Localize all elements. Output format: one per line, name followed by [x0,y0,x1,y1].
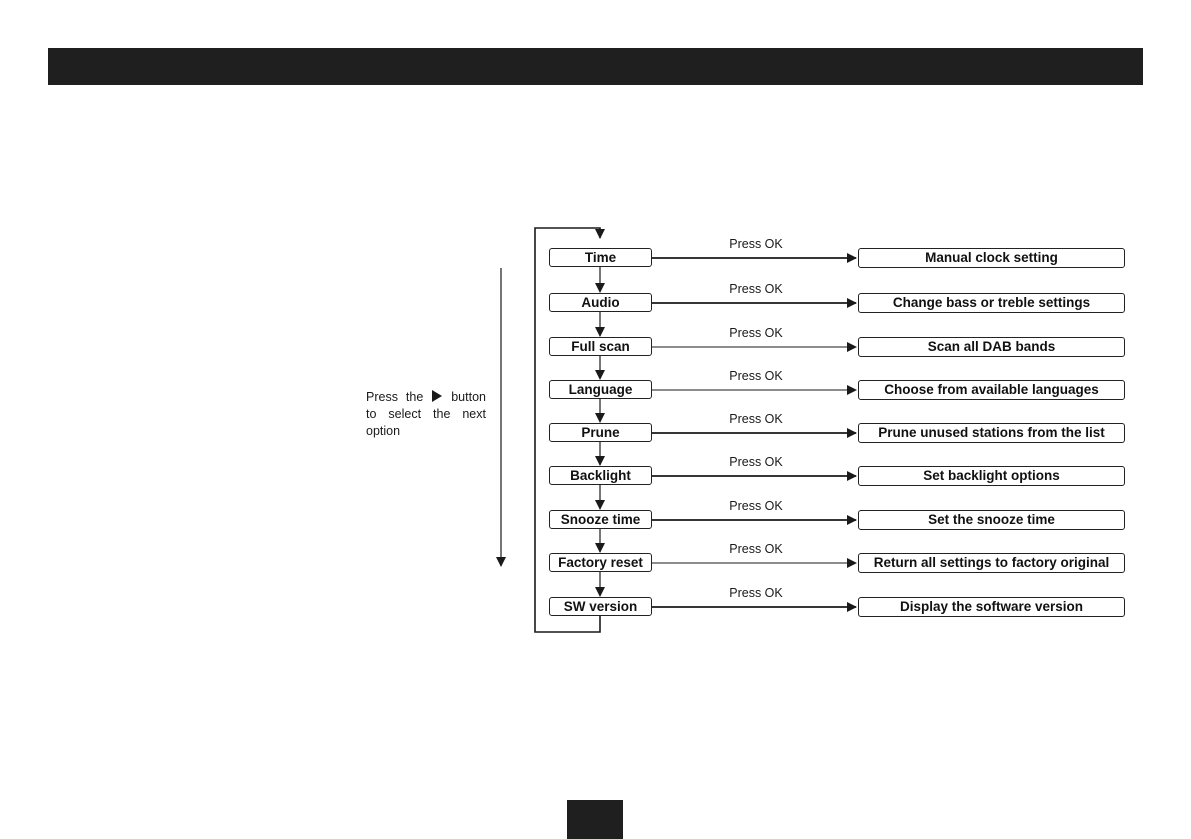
press-ok-label-7: Press OK [729,542,783,556]
description-box-0: Manual clock setting [858,248,1125,268]
note-line-2: to select the next [366,407,486,421]
menu-box-6: Snooze time [549,510,652,529]
press-ok-label-5: Press OK [729,455,783,469]
description-box-5: Set backlight options [858,466,1125,486]
menu-box-7: Factory reset [549,553,652,572]
press-ok-label-3: Press OK [729,369,783,383]
note-line-3: option [366,424,401,438]
note-line-1-start: Press the [366,390,424,404]
page-number-tab [567,800,623,839]
note-line-1-end: button [451,390,486,404]
press-ok-label-0: Press OK [729,237,783,251]
description-box-8: Display the software version [858,597,1125,617]
press-ok-label-4: Press OK [729,412,783,426]
menu-box-3: Language [549,380,652,399]
press-ok-label-2: Press OK [729,326,783,340]
description-box-2: Scan all DAB bands [858,337,1125,357]
menu-box-5: Backlight [549,466,652,485]
description-box-7: Return all settings to factory original [858,553,1125,573]
press-ok-label-1: Press OK [729,282,783,296]
press-ok-label-8: Press OK [729,586,783,600]
description-box-6: Set the snooze time [858,510,1125,530]
press-ok-label-6: Press OK [729,499,783,513]
description-box-4: Prune unused stations from the list [858,423,1125,443]
menu-box-0: Time [549,248,652,267]
description-box-1: Change bass or treble settings [858,293,1125,313]
description-box-3: Choose from available languages [858,380,1125,400]
menu-box-1: Audio [549,293,652,312]
menu-box-2: Full scan [549,337,652,356]
menu-box-4: Prune [549,423,652,442]
menu-box-8: SW version [549,597,652,616]
